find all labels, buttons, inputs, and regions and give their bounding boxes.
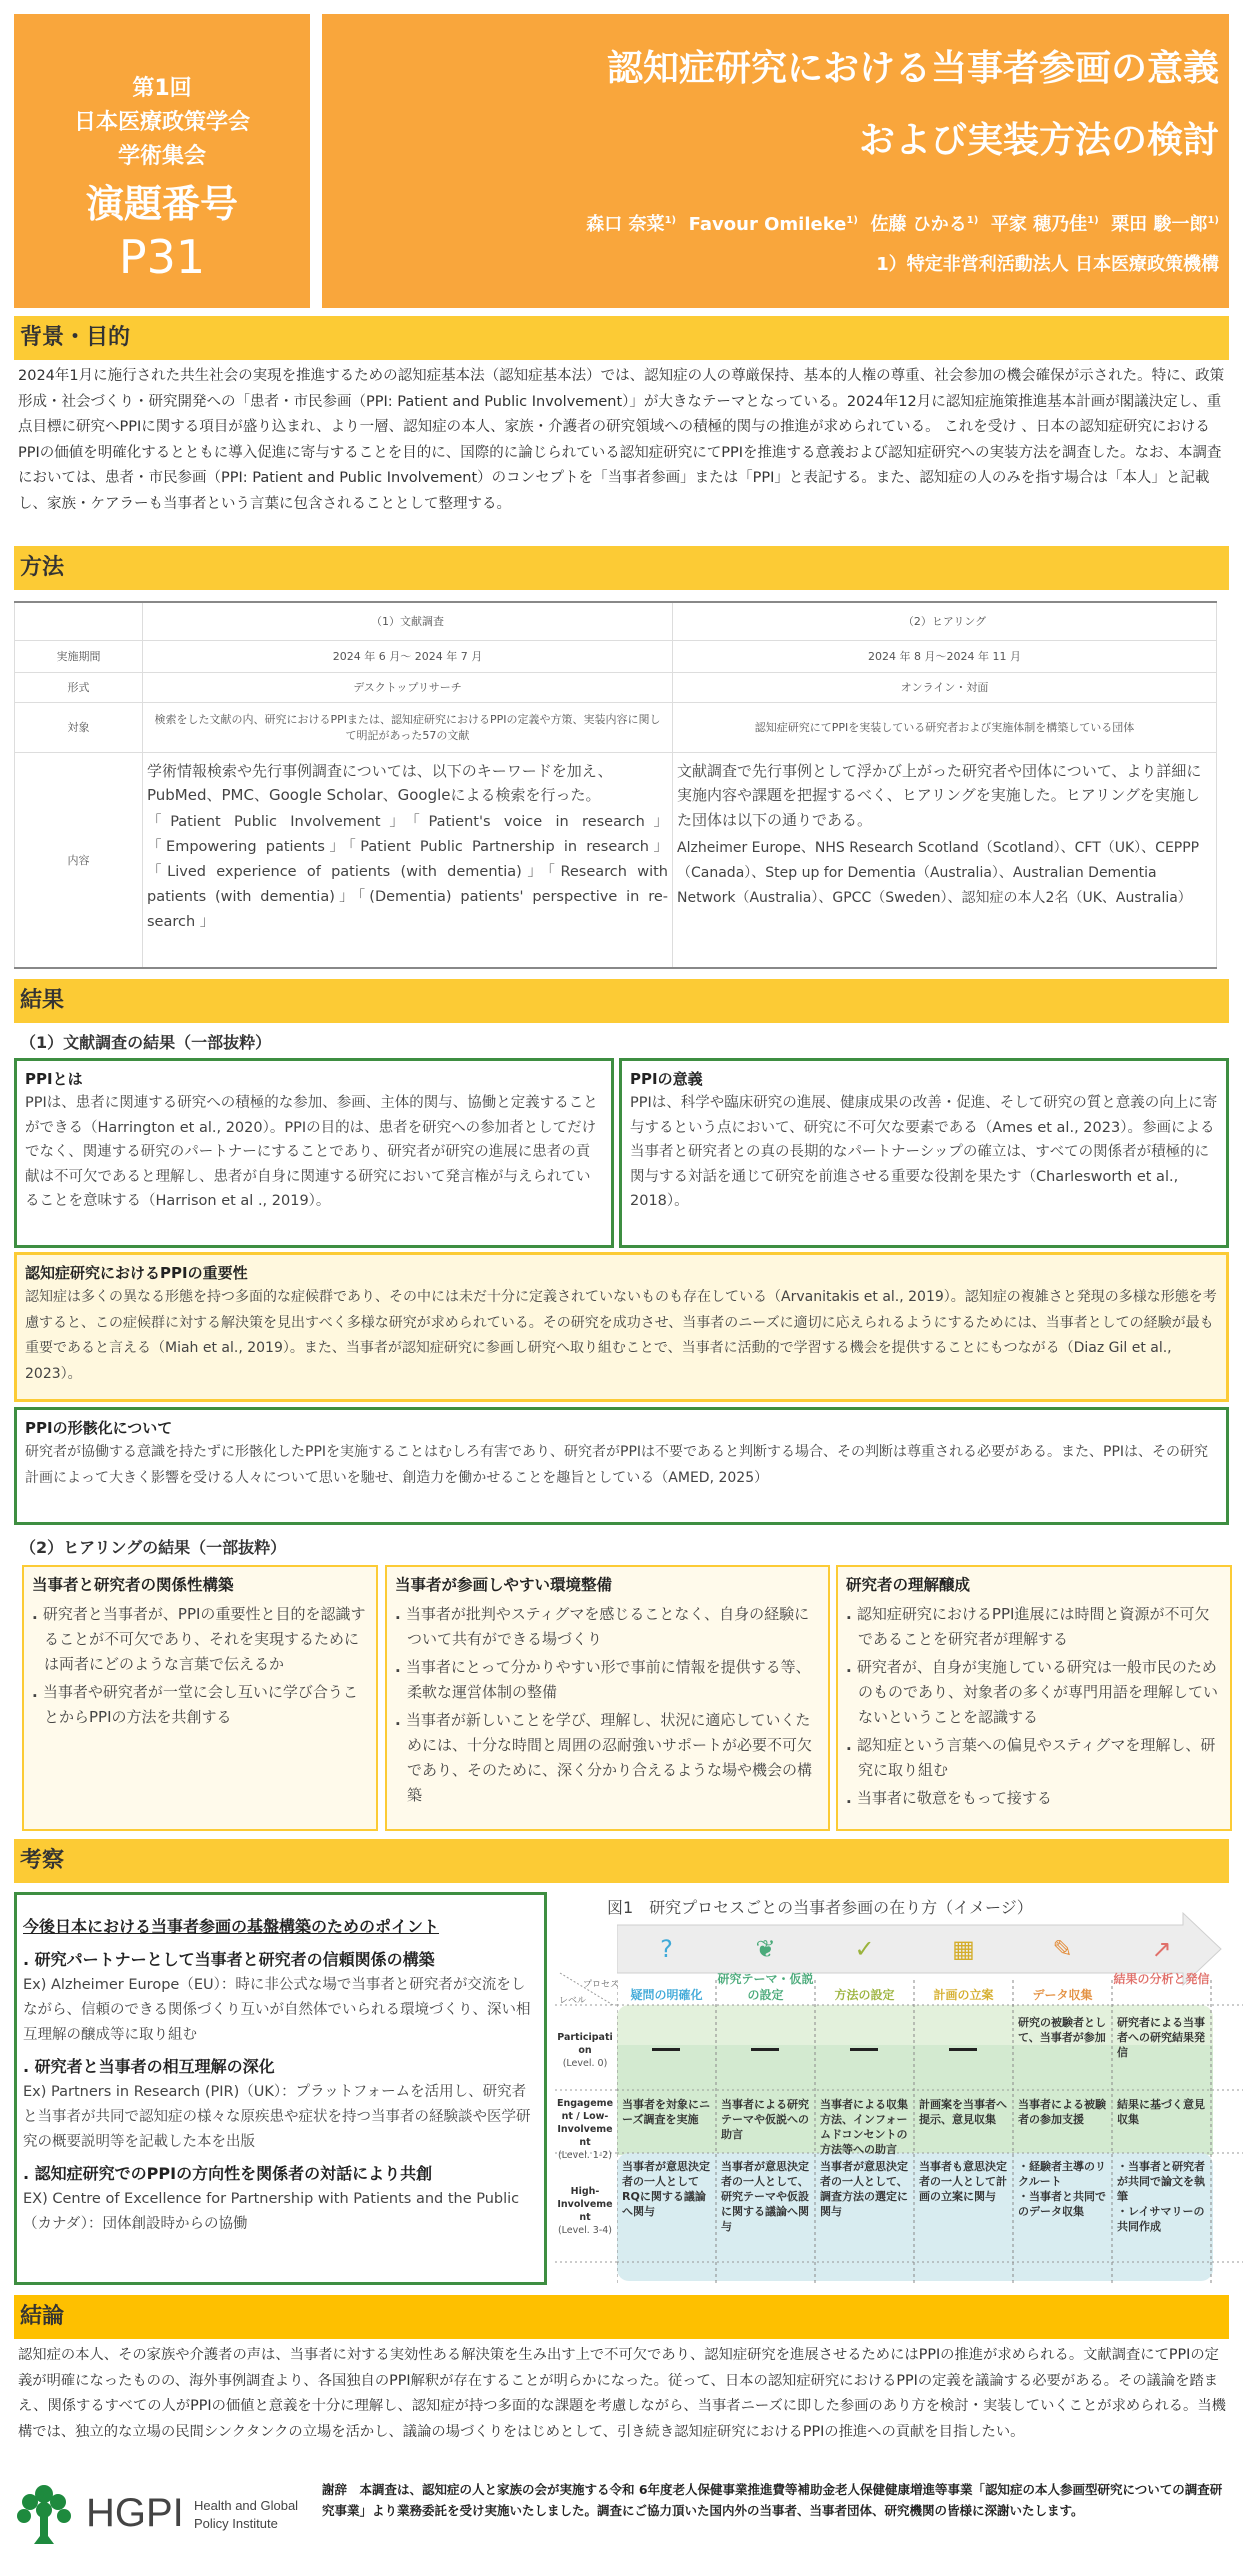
clipboard-edit-icon: ✎: [1052, 1935, 1073, 1963]
level-name: High-Involvement: [557, 2186, 613, 2223]
table-header-row: [15, 602, 1217, 640]
list-item: . 当事者が新しいことを学び、理解し、状況に適応していくためには、十分な時間と周囲の忍耐強いサポートが必要不可欠であり、そのために、深く分かり合えるような場や機会の構築: [395, 1708, 820, 1808]
level-cell: 計画案を当事者へ提示、意見収集: [919, 2098, 1007, 2126]
author-list: [322, 208, 1219, 238]
row-label: 実施期間: [15, 640, 143, 672]
process-label: 方法の設定: [834, 1988, 895, 2002]
level-sub: (Level. 1-2): [557, 2150, 613, 2161]
logo-sub1: Health and Global: [194, 2498, 299, 2513]
level-label-engagement: [555, 2097, 615, 2162]
box-body: PPIは、患者に関連する研究への積極的な参加、参画、主体的関与、協働と定義することができる（Harrington et al., 2020）。PPIの目的は、患者を研究への参加者としてだけでなく、関連する研究のパートナーにすることであり、研究者が研究の進展に患者の貢献は不可欠であると理解し、患者が自身に関連する研究において発言権が与えられていることを意味する（Harrison et al ., 2019）。: [25, 1095, 598, 1209]
level-label-high-involvement: [555, 2185, 615, 2237]
list-item: . 認知症研究におけるPPI進展には時間と資源が不可欠であることを研究者が理解する: [846, 1602, 1222, 1652]
meeting-edition: 第1回: [132, 76, 192, 101]
row-label: 内容: [15, 752, 143, 968]
level-name: Participation: [557, 2032, 613, 2056]
list-item: . 認知症という言葉への偏見やスティグマを理解し、研究に取り組む: [846, 1733, 1222, 1783]
acknowledgment-text: 謝辞 本調査は、認知症の人と家族の会が実施する令和 6年度老人保健事業推進費等補助金老人保健健康増進等事業「認知症の本人参画型研究についての調査研究事業」より業務委託を受け実施いたしました。調査にご協力頂いた国内外の当事者、当事者団体、研究機関の皆様に深謝いたします。: [322, 2482, 1223, 2518]
level-sub: (Level. 0): [562, 2058, 608, 2069]
axis-label-level: レベル: [559, 1996, 587, 2006]
level-cell: 当事者が意思決定者の一人として、研究テーマや仮設に関する議論へ関与: [721, 2160, 809, 2233]
discussion-box-title: 今後日本における当事者参画の基盤構築のためのポイント: [23, 1917, 440, 1936]
box-title: 認知症研究におけるPPIの重要性: [25, 1264, 248, 1282]
hearing-content-cell: [673, 752, 1217, 968]
author-affiliation-mark: 1): [1087, 215, 1099, 226]
box-body: 研究者が協働する意識を持たずに形骸化したPPIを実施することはむしろ有害であり、研究者がPPIは不要であると判断する場合、その判断は尊重される必要がある。また、PPIは、その研究計画によって大きく影響を受ける人々について思いを馳せ、創造力を働かせることを趣旨としている（AMED, 2025）: [25, 1444, 1209, 1486]
session-info-panel: [14, 14, 310, 308]
section-heading-background: 背景・目的: [14, 316, 1229, 360]
row-label: 形式: [15, 672, 143, 702]
level-cell: 当事者が意思決定者の一人として、調査方法の選定に関与: [820, 2160, 908, 2218]
title-panel: [322, 14, 1229, 308]
point-title: . 研究パートナーとして当事者と研究者の信頼関係の構築: [23, 1947, 538, 1973]
level-cell: 当事者を対象にニーズ調査を実施: [622, 2098, 710, 2126]
process-label: 結果の分析と発信: [1113, 1972, 1210, 1986]
result-box-ppi-importance: [14, 1252, 1229, 1402]
list-item: . 当事者にとって分かりやすい形で事前に情報を提供する等、柔軟な運営体制の整備: [395, 1655, 820, 1705]
poster-title-line2: および実装方法の検討: [858, 120, 1219, 161]
level-label-participation: [555, 2031, 615, 2070]
list-item: . 当事者に敬意をもって接する: [846, 1786, 1222, 1811]
empty-cell-dash: [652, 2048, 680, 2051]
result-box-ppi-definition: [14, 1058, 614, 1248]
tree-icon: [8, 2478, 308, 2548]
figure-title: 図1 研究プロセスごとの当事者参画の在り方（イメージ）: [607, 1898, 1033, 1917]
table-row: [15, 702, 1217, 752]
hearing-organizations: Alzheimer Europe、NHS Research Scotland（Scotland）、CFT（UK）、CEPPP（Canada）、Step up for Dementia（Australia）、Australian Dementia Network（Australia）、GPCC（Sweden）、認知症の本人2名（UK、Australia）: [677, 840, 1200, 906]
logo-sub2: Policy Institute: [194, 2516, 278, 2531]
box-body: 認知症は多くの異なる形態を持つ多面的な症候群であり、その中には未だ十分に定義されていないものも存在している（Arvanitakis et al., 2019）。認知症の複雑さと発現の多様な形態を考慮すると、この症候群に対する解決策を見出すべく多様な研究が求められている。その研究を成功させ、当事者のニーズに適切に応えられるようにするためには、当事者としての経験が最も重要であると言える（Miah et al., 2019）。また、当事者が認知症研究に参画し研究へ取り組むことで、当事者に活動的で学習する機会を提供することにもつながる（Diaz Gil et al., 2023）。: [25, 1289, 1217, 1382]
point-title: . 認知症研究でのPPIの方向性を関係者の対話により共創: [23, 2161, 538, 2187]
cell-value: 2024 年 6 月～ 2024 年 7 月: [143, 640, 673, 672]
level-cell: 当事者による被験者の参加支援: [1018, 2098, 1106, 2126]
box-title: 研究者の理解醸成: [846, 1576, 971, 1594]
empty-cell-dash: [850, 2048, 878, 2051]
list-item: . 研究者が、自身が実施している研究は一般市民のためのものであり、対象者の多くが専門用語を理解していないということを認識する: [846, 1655, 1222, 1730]
box-title: 当事者が参画しやすい環境整備: [395, 1576, 613, 1594]
point-body: Ex) Partners in Research (PIR)（UK）：プラットフォームを活用し、研究者と当事者が共同で認知症の様々な原疾患や症状を持つ当事者の経験談や医学研究の概要説明等を記載した本を出版: [23, 2084, 531, 2150]
box-title: 当事者と研究者の関係性構築: [32, 1576, 234, 1594]
result-box-ppi-significance: [619, 1058, 1229, 1248]
author-affiliation-mark: 1): [664, 215, 677, 226]
hearing-results-subheading: （2）ヒアリングの結果（一部抜粋）: [20, 1538, 287, 1557]
logo-wordmark: HGPI: [86, 2491, 184, 2535]
level-cell: 当事者が意思決定者の一人としてRQに関する議論へ関与: [622, 2160, 710, 2218]
society-name: 日本医療政策学会: [73, 110, 250, 135]
hgpi-logo: [8, 2478, 308, 2548]
author: 佐藤 ひかる: [870, 214, 967, 235]
empty-cell-dash: [949, 2048, 977, 2051]
box-title: PPIの形骸化について: [25, 1419, 173, 1437]
literature-keywords: 「Patient Public Involvement」「Patient's voice in research」「Empowering patients」「Patient Public Partnership in research」「Lived experience of patients (with dementia)」「Research with patients (with dementia)」「(Dementia) patients' perspective in re-search 」: [147, 813, 668, 930]
cell-value: 認知症研究にてPPIを実装している研究者および実施体制を構築している団体: [673, 702, 1217, 752]
section-heading-discussion: 考察: [14, 1839, 1229, 1883]
table-row: [15, 672, 1217, 702]
point-body: Ex) Alzheimer Europe（EU）：時に非公式な場で当事者と研究者が交流をしながら、信頼のできる関係づくり互いが自然体でいられる環境づくり、深い相互理解の醸成等に取り組む: [23, 1977, 531, 2043]
empty-cell-dash: [751, 2048, 779, 2051]
process-label: 計画の立案: [933, 1988, 994, 2002]
section-heading-conclusion: 結論: [14, 2295, 1229, 2339]
axis-label-process: プロセス: [583, 1980, 620, 1990]
process-label: データ収集: [1032, 1988, 1093, 2002]
box-title: PPIの意義: [630, 1070, 703, 1088]
level-cell: 研究者による当事者への研究結果発信: [1117, 2016, 1205, 2059]
hearing-box-environment: [385, 1565, 830, 1831]
section-heading-methods: 方法: [14, 546, 1229, 590]
author-affiliation-mark: 1): [846, 215, 858, 226]
level-name: Engagement / Low-Involvement: [556, 2098, 614, 2148]
cell-value: 検索をした文献の内、研究におけるPPIまたは、認知症研究におけるPPIの定義や方策、実装内容に関して明記があった57の文献: [143, 702, 673, 752]
level-cell: 当事者による研究テーマや仮説への助言: [721, 2098, 809, 2141]
hearing-list: [395, 1602, 820, 1808]
level-sub: (Level. 3-4): [557, 2225, 613, 2236]
author-affiliation-mark: 1): [966, 215, 979, 226]
methods-table: [14, 601, 1217, 969]
level-cell: 研究の被験者として、当事者が参加: [1018, 2016, 1106, 2044]
question-bubble-icon: ?: [660, 1935, 673, 1963]
background-text: 2024年1月に施行された共生社会の実現を推進するための認知症基本法（認知症基本法）では、認知症の人の尊厳保持、基本的人権の尊重、社会参加の機会確保が示された。特に、政策形成・社会づくり・研究開発への「患者・市民参画（PPI: Patient and Public Involvement）」が大きなテーマとなっている。2024年12月に認知症施策推進基本計画が閣議決定し、重点目標に研究へPPIに関する項目が盛り込まれ、より一層、認知症の本人、家族・介護者の研究領域への積極的関与の推進が求められている。 これを受け 、日本の認知症研究におけるPPIの価値を明確化するとともに導入促進に寄与することを目的に、国際的に論じられている認知症研究にてPPIを推進する意義および認知症研究への実装方法を調査した。なお、本調査においては、患者・市民参画（PPI: Patient and Public Involvement）のコンセプトを「当事者参画」または「PPI」と表記する。また、認知症の人のみを指す場合は「本人」と記載し、家族・ケアラーも当事者という言葉に包含されることとして整理する。: [18, 368, 1225, 512]
list-item: . 当事者が批判やスティグマを感じることなく、自身の経験について共有ができる場づくり: [395, 1602, 820, 1652]
meeting-name: 学術集会: [117, 144, 206, 169]
table-row: [15, 752, 1217, 968]
point-body: EX) Centre of Excellence for Partnership with Patients and the Public（カナダ）：団体創設時からの協働: [23, 2191, 520, 2232]
discussion-points-box: [14, 1892, 547, 2285]
hearing-box-relationship: [22, 1565, 378, 1831]
conclusion-text: 認知症の本人、その家族や介護者の声は、当事者に対する実効性ある解決策を生み出す上で不可欠であり、認知症研究を進展させるためにはPPIの推進が求められる。文献調査にてPPIの定義が明確になったものの、海外事例調査より、各国独自のPPI解釈が存在することが明らかになった。従って、日本の認知症研究におけるPPIの定義を議論する必要がある。その議論を踏まえ、関係するすべての人がPPIの価値と意義を十分に理解し、認知症が持つ多面的な課題を考慮しながら、当事者ニーズに即した参画のあり方を検討・実装していくことが求められる。当機構では、独立的な立場の民間シンクタンクの立場を活かし、議論の場づくりをはじめとして、引き続き認知症研究におけるPPIの推進への貢献を目指したい。: [18, 2347, 1226, 2440]
author: 栗田 駿一郎: [1111, 214, 1208, 235]
poster-title-line1: 認知症研究における当事者参画の意義: [606, 48, 1219, 89]
level-cell: 当事者による収集方法、インフォームドコンセントの方法等への助言: [820, 2098, 908, 2156]
presentation-number: P31: [118, 230, 206, 284]
author-affiliation-mark: 1): [1207, 215, 1219, 226]
level-cell: 結果に基づく意見収集: [1117, 2098, 1205, 2126]
table-row: [15, 640, 1217, 672]
column-header-literature: （1）文献調査: [143, 602, 673, 640]
level-cell: ・当事者と研究者が共同で論文を執筆 ・レイサマリーの共同作成: [1117, 2160, 1205, 2233]
author: 森口 奈菜: [586, 214, 665, 235]
column-header-hearing: （2）ヒアリング: [673, 602, 1217, 640]
level-cell: 当事者も意思決定者の一人として計画の立案に関与: [919, 2160, 1007, 2203]
affiliation: 1）特定非営利活動法人 日本医療政策機構: [876, 254, 1219, 275]
process-label: 研究テーマ・仮説の設定: [717, 1972, 814, 2002]
box-title: PPIとは: [25, 1070, 83, 1088]
section-heading-results: 結果: [14, 979, 1229, 1023]
presentation-number-label: 演題番号: [85, 182, 238, 226]
hearing-content: 文献調査で先行事例として浮かび上がった研究者や団体について、より詳細に実施内容や課題を把握するべく、ヒアリングを実施した。ヒアリングを実施した団体は以下の通りである。: [677, 761, 1202, 829]
list-item: . 当事者や研究者が一堂に会し互いに学び合うことからPPIの方法を共創する: [32, 1680, 368, 1730]
figure-research-process: [555, 1885, 1243, 2285]
box-body: PPIは、科学や臨床研究の進展、健康成果の改善・促進、そして研究の質と意義の向上に寄与するという点において、研究に不可欠な要素である（Ames et al., 2023）。参画による当事者と研究者との真の長期的なパートナーシップの確立は、すべての関係者が積極的に関与する対話を通じて研究を前進させる重要な役割を果たす（Charlesworth et al., 2018）。: [630, 1095, 1218, 1209]
cell-value: オンライン・対面: [673, 672, 1217, 702]
cell-value: 2024 年 8 月～2024 年 11 月: [673, 640, 1217, 672]
cell-value: デスクトップリサーチ: [143, 672, 673, 702]
literature-content: 学術情報検索や先行事例調査については、以下のキーワードを加え、PubMed、PMC、Google Scholar、Googleによる検索を行った。: [147, 761, 613, 804]
trend-arrow-icon: ↗: [1151, 1935, 1172, 1963]
level-cell: ・経験者主導のリクルート ・当事者と共同でのデータ収集: [1018, 2160, 1106, 2218]
hearing-list: [32, 1602, 368, 1730]
result-box-ppi-tokenism: [14, 1407, 1229, 1525]
hearing-box-researcher-understanding: [836, 1565, 1232, 1831]
brain-icon: ❦: [755, 1935, 776, 1963]
list-item: . 研究者と当事者が、PPIの重要性と目的を認識することが不可欠であり、それを実現するためには両者にどのような言葉で伝えるか: [32, 1602, 368, 1677]
point-title: . 研究者と当事者の相互理解の深化: [23, 2054, 538, 2080]
author: Favour Omileke: [688, 214, 847, 235]
literature-content-cell: [143, 752, 673, 968]
calendar-icon: ▦: [952, 1935, 975, 1963]
author: 平家 穂乃佳: [990, 214, 1088, 235]
hearing-list: [846, 1602, 1222, 1811]
process-label: 疑問の明確化: [630, 1988, 703, 2002]
row-label: 対象: [15, 702, 143, 752]
checkmark-icon: ✓: [854, 1935, 875, 1963]
literature-results-subheading: （1）文献調査の結果（一部抜粋）: [20, 1033, 272, 1052]
